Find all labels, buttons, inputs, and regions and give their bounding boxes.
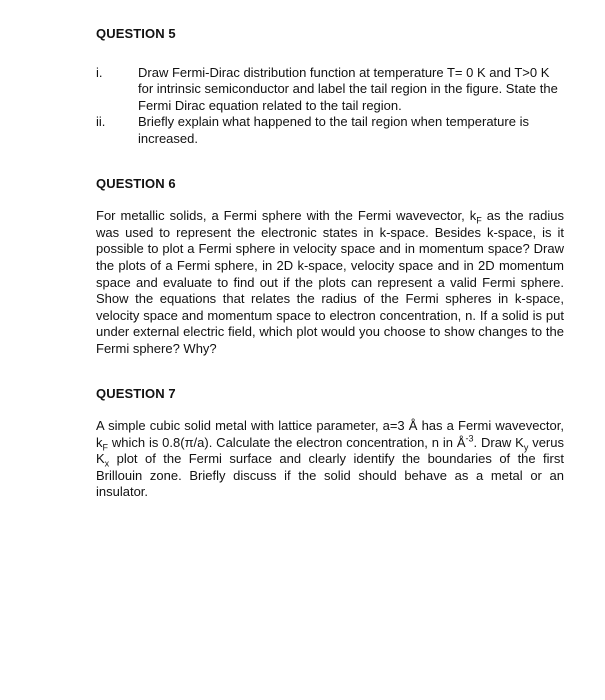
question-7-text-1: A simple cubic solid metal with lattice parameter, a=3 Å has a Fermi wavevector, k: [96, 418, 564, 450]
subscript-f: F: [102, 442, 108, 453]
question-7-paragraph: [96, 418, 564, 501]
item-number: i.: [96, 64, 103, 80]
question-7-text-5: plot of the Fermi surface and clearly identify the boundaries of the first Brillouin zone. Briefly discuss if the solid should behave as a metal or an insulator.: [96, 451, 564, 500]
question-6-heading: QUESTION 6: [96, 175, 176, 191]
question-6-text-2: as the radius was used to represent the electronic states in k-space. Besides k-space, is it possible to plot a Fermi sphere in velocity space and in momentum space? Draw the plots of a Fermi sphere, in 2D k-space, velocity space and in 2D momentum space and evaluate to find out if the plots can represent a valid Fermi sphere. Show the equations that relates the radius of the Fermi spheres in k-space, velocity space and momentum space to electron concentration, n. If a solid is put under external electric field, which plot would you choose to show changes to the Fermi sphere? Why?: [96, 208, 565, 356]
question-7-heading: QUESTION 7: [96, 385, 176, 401]
question-5-item-i: [96, 65, 564, 115]
question-7-text-3: . Draw K: [473, 434, 524, 450]
document-page: [96, 26, 564, 501]
question-6-paragraph: [96, 208, 564, 357]
subscript-y: y: [523, 442, 529, 453]
subscript-f: F: [476, 215, 482, 226]
subscript-x: x: [104, 458, 110, 469]
question-6-text-1: For metallic solids, a Fermi sphere with the Fermi wavevector, k: [96, 208, 477, 224]
question-5-heading: QUESTION 5: [96, 26, 176, 41]
question-7-text-2: which is 0.8(π/a). Calculate the electron concentration, n in Å: [108, 434, 466, 450]
exponent: -3: [465, 433, 474, 444]
item-text: Draw Fermi-Dirac distribution function at temperature T= 0 K and T>0 K for intrinsic semiconductor and label the tail region in the figure. State the Fermi Dirac equation related to the tail region.: [138, 64, 558, 113]
question-5-list: [96, 65, 564, 148]
question-7-text-4: verus K: [96, 434, 564, 467]
question-5-item-ii: [96, 114, 564, 147]
item-number: ii.: [96, 114, 106, 130]
item-text: Briefly explain what happened to the tail region when temperature is increased.: [138, 114, 529, 146]
